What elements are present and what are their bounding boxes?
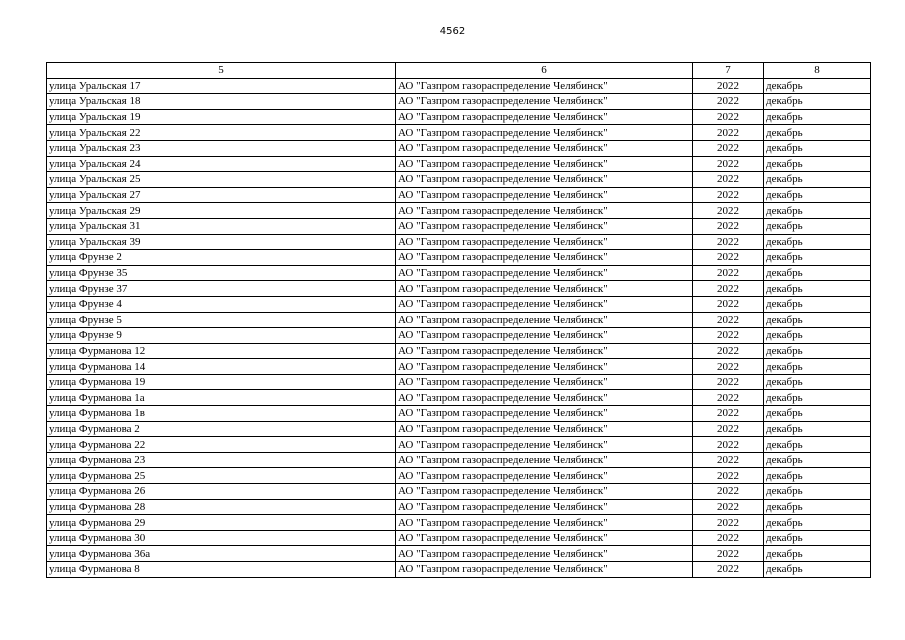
organization-cell: АО "Газпром газораспределение Челябинск" — [396, 281, 693, 297]
table-row — [47, 374, 871, 390]
organization-cell: АО "Газпром газораспределение Челябинск" — [396, 421, 693, 437]
table-row — [47, 343, 871, 359]
month-cell: декабрь — [764, 125, 871, 141]
organization-cell: АО "Газпром газораспределение Челябинск" — [396, 140, 693, 156]
year-cell: 2022 — [693, 406, 764, 422]
organization-cell: АО "Газпром газораспределение Челябинск" — [396, 562, 693, 578]
year-cell: 2022 — [693, 530, 764, 546]
organization-cell: АО "Газпром газораспределение Челябинск" — [396, 530, 693, 546]
organization-cell: АО "Газпром газораспределение Челябинск" — [396, 78, 693, 94]
month-cell: декабрь — [764, 172, 871, 188]
table-row — [47, 530, 871, 546]
year-cell: 2022 — [693, 468, 764, 484]
year-cell: 2022 — [693, 328, 764, 344]
year-cell: 2022 — [693, 94, 764, 110]
year-cell: 2022 — [693, 281, 764, 297]
month-cell: декабрь — [764, 374, 871, 390]
address-cell: улица Уральская 22 — [47, 125, 396, 141]
table-row — [47, 328, 871, 344]
address-cell: улица Уральская 18 — [47, 94, 396, 110]
address-cell: улица Уральская 29 — [47, 203, 396, 219]
table-row — [47, 296, 871, 312]
month-cell: декабрь — [764, 218, 871, 234]
month-cell: декабрь — [764, 140, 871, 156]
year-cell: 2022 — [693, 172, 764, 188]
month-cell: декабрь — [764, 94, 871, 110]
address-cell: улица Фрунзе 2 — [47, 250, 396, 266]
address-cell: улица Фурманова 26 — [47, 484, 396, 500]
address-cell: улица Уральская 39 — [47, 234, 396, 250]
organization-cell: АО "Газпром газораспределение Челябинск" — [396, 406, 693, 422]
address-cell: улица Фурманова 1а — [47, 390, 396, 406]
month-cell: декабрь — [764, 156, 871, 172]
address-cell: улица Фурманова 1в — [47, 406, 396, 422]
table-header-row — [47, 63, 871, 79]
table-row — [47, 156, 871, 172]
organization-cell: АО "Газпром газораспределение Челябинск" — [396, 250, 693, 266]
address-cell: улица Фурманова 30 — [47, 530, 396, 546]
year-cell: 2022 — [693, 265, 764, 281]
address-cell: улица Уральская 25 — [47, 172, 396, 188]
year-cell: 2022 — [693, 499, 764, 515]
table-row — [47, 203, 871, 219]
year-cell: 2022 — [693, 452, 764, 468]
page-number: 4562 — [439, 26, 466, 37]
organization-cell: АО "Газпром газораспределение Челябинск" — [396, 125, 693, 141]
table-row — [47, 109, 871, 125]
organization-cell: АО "Газпром газораспределение Челябинск" — [396, 312, 693, 328]
month-cell: декабрь — [764, 437, 871, 453]
table-row — [47, 437, 871, 453]
table-row — [47, 499, 871, 515]
table-row — [47, 515, 871, 531]
address-cell: улица Фурманова 8 — [47, 562, 396, 578]
organization-cell: АО "Газпром газораспределение Челябинск" — [396, 156, 693, 172]
month-cell: декабрь — [764, 515, 871, 531]
year-cell: 2022 — [693, 374, 764, 390]
table-row — [47, 452, 871, 468]
month-cell: декабрь — [764, 484, 871, 500]
organization-cell: АО "Газпром газораспределение Челябинск" — [396, 437, 693, 453]
month-cell: декабрь — [764, 359, 871, 375]
year-cell: 2022 — [693, 515, 764, 531]
month-cell: декабрь — [764, 296, 871, 312]
table-row — [47, 125, 871, 141]
year-cell: 2022 — [693, 437, 764, 453]
month-cell: декабрь — [764, 468, 871, 484]
table-row — [47, 281, 871, 297]
table-row — [47, 140, 871, 156]
month-cell: декабрь — [764, 421, 871, 437]
address-cell: улица Фурманова 14 — [47, 359, 396, 375]
year-cell: 2022 — [693, 234, 764, 250]
address-cell: улица Фрунзе 9 — [47, 328, 396, 344]
table-row — [47, 468, 871, 484]
table-row — [47, 218, 871, 234]
year-cell: 2022 — [693, 187, 764, 203]
organization-cell: АО "Газпром газораспределение Челябинск" — [396, 546, 693, 562]
organization-cell: АО "Газпром газораспределение Челябинск" — [396, 343, 693, 359]
month-cell: декабрь — [764, 562, 871, 578]
address-cell: улица Фрунзе 37 — [47, 281, 396, 297]
month-cell: декабрь — [764, 250, 871, 266]
address-cell: улица Уральская 23 — [47, 140, 396, 156]
month-cell: декабрь — [764, 406, 871, 422]
month-cell: декабрь — [764, 234, 871, 250]
month-cell: декабрь — [764, 499, 871, 515]
year-cell: 2022 — [693, 78, 764, 94]
year-cell: 2022 — [693, 484, 764, 500]
organization-cell: АО "Газпром газораспределение Челябинск" — [396, 265, 693, 281]
address-cell: улица Фрунзе 5 — [47, 312, 396, 328]
address-cell: улица Уральская 27 — [47, 187, 396, 203]
column-header-7: 7 — [693, 63, 764, 79]
year-cell: 2022 — [693, 390, 764, 406]
organization-cell: АО "Газпром газораспределение Челябинск" — [396, 374, 693, 390]
year-cell: 2022 — [693, 359, 764, 375]
table-row — [47, 421, 871, 437]
address-cell: улица Фурманова 19 — [47, 374, 396, 390]
year-cell: 2022 — [693, 562, 764, 578]
month-cell: декабрь — [764, 312, 871, 328]
address-cell: улица Фрунзе 4 — [47, 296, 396, 312]
month-cell: декабрь — [764, 281, 871, 297]
year-cell: 2022 — [693, 218, 764, 234]
table-row — [47, 265, 871, 281]
column-header-5: 5 — [47, 63, 396, 79]
year-cell: 2022 — [693, 250, 764, 266]
organization-cell: АО "Газпром газораспределение Челябинск" — [396, 109, 693, 125]
table-row — [47, 250, 871, 266]
address-cell: улица Фурманова 28 — [47, 499, 396, 515]
table-row — [47, 546, 871, 562]
address-cell: улица Уральская 17 — [47, 78, 396, 94]
address-cell: улица Фурманова 12 — [47, 343, 396, 359]
organization-cell: АО "Газпром газораспределение Челябинск" — [396, 187, 693, 203]
table-row — [47, 484, 871, 500]
address-cell: улица Фурманова 22 — [47, 437, 396, 453]
organization-cell: АО "Газпром газораспределение Челябинск" — [396, 172, 693, 188]
year-cell: 2022 — [693, 140, 764, 156]
organization-cell: АО "Газпром газораспределение Челябинск" — [396, 499, 693, 515]
month-cell: декабрь — [764, 328, 871, 344]
address-cell: улица Уральская 19 — [47, 109, 396, 125]
organization-cell: АО "Газпром газораспределение Челябинск" — [396, 484, 693, 500]
organization-cell: АО "Газпром газораспределение Челябинск" — [396, 94, 693, 110]
year-cell: 2022 — [693, 203, 764, 219]
organization-cell: АО "Газпром газораспределение Челябинск" — [396, 296, 693, 312]
organization-cell: АО "Газпром газораспределение Челябинск" — [396, 328, 693, 344]
month-cell: декабрь — [764, 187, 871, 203]
table-row — [47, 562, 871, 578]
table-row — [47, 172, 871, 188]
month-cell: декабрь — [764, 78, 871, 94]
address-cell: улица Уральская 31 — [47, 218, 396, 234]
organization-cell: АО "Газпром газораспределение Челябинск" — [396, 468, 693, 484]
organization-cell: АО "Газпром газораспределение Челябинск" — [396, 390, 693, 406]
address-cell: улица Фурманова 36а — [47, 546, 396, 562]
address-cell: улица Уральская 24 — [47, 156, 396, 172]
address-cell: улица Фурманова 23 — [47, 452, 396, 468]
organization-cell: АО "Газпром газораспределение Челябинск" — [396, 234, 693, 250]
month-cell: декабрь — [764, 530, 871, 546]
table-row — [47, 234, 871, 250]
table-row — [47, 187, 871, 203]
year-cell: 2022 — [693, 109, 764, 125]
table-row — [47, 359, 871, 375]
year-cell: 2022 — [693, 546, 764, 562]
year-cell: 2022 — [693, 125, 764, 141]
organization-cell: АО "Газпром газораспределение Челябинск" — [396, 359, 693, 375]
table-row — [47, 94, 871, 110]
table-row — [47, 390, 871, 406]
table-row — [47, 78, 871, 94]
year-cell: 2022 — [693, 296, 764, 312]
month-cell: декабрь — [764, 452, 871, 468]
month-cell: декабрь — [764, 390, 871, 406]
address-cell: улица Фурманова 25 — [47, 468, 396, 484]
column-header-6: 6 — [396, 63, 693, 79]
organization-cell: АО "Газпром газораспределение Челябинск" — [396, 218, 693, 234]
month-cell: декабрь — [764, 546, 871, 562]
address-cell: улица Фурманова 29 — [47, 515, 396, 531]
month-cell: декабрь — [764, 109, 871, 125]
table-row — [47, 406, 871, 422]
month-cell: декабрь — [764, 343, 871, 359]
year-cell: 2022 — [693, 156, 764, 172]
organization-cell: АО "Газпром газораспределение Челябинск" — [396, 515, 693, 531]
year-cell: 2022 — [693, 343, 764, 359]
month-cell: декабрь — [764, 265, 871, 281]
month-cell: декабрь — [764, 203, 871, 219]
year-cell: 2022 — [693, 421, 764, 437]
year-cell: 2022 — [693, 312, 764, 328]
column-header-8: 8 — [764, 63, 871, 79]
data-table — [46, 62, 871, 578]
table-body — [47, 78, 871, 577]
organization-cell: АО "Газпром газораспределение Челябинск" — [396, 203, 693, 219]
address-cell: улица Фурманова 2 — [47, 421, 396, 437]
organization-cell: АО "Газпром газораспределение Челябинск" — [396, 452, 693, 468]
address-cell: улица Фрунзе 35 — [47, 265, 396, 281]
table-row — [47, 312, 871, 328]
